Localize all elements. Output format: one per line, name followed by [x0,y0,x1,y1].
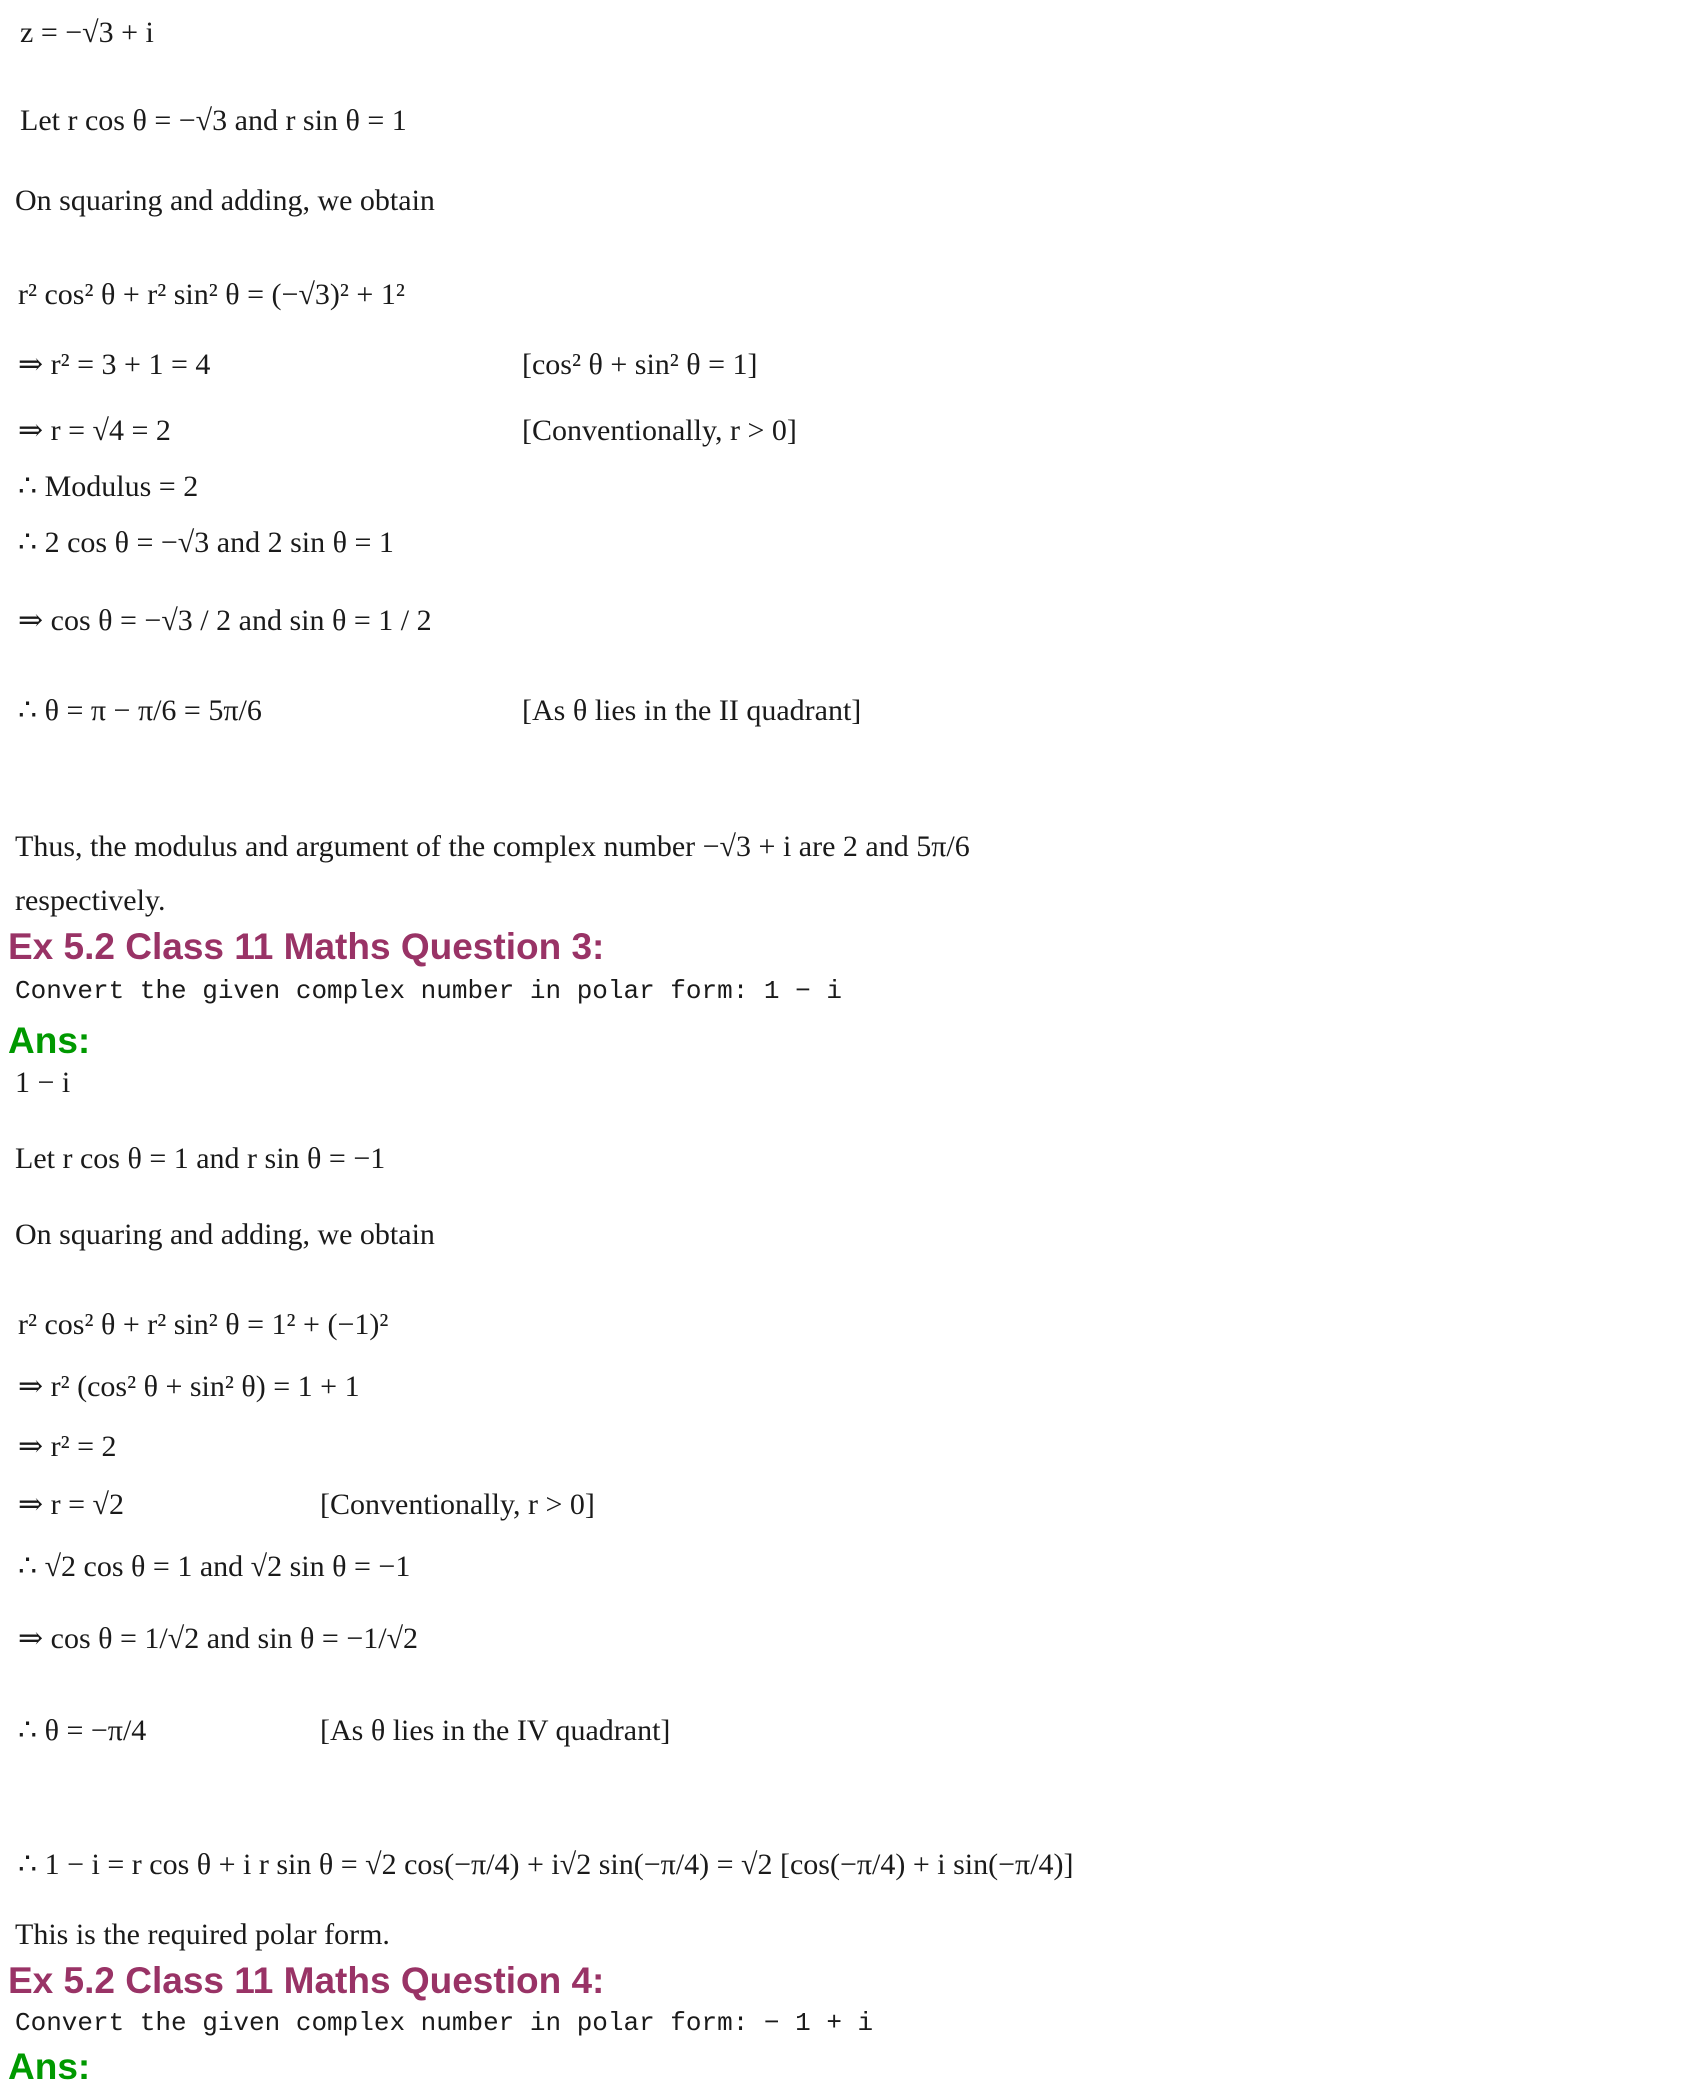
q2-step-7-note: [As θ lies in the II quadrant] [522,694,862,727]
q2-conclusion-end: respectively. [15,884,166,917]
q4-heading: Ex 5.2 Class 11 Maths Question 4: [8,1960,605,2001]
q2-step-4: ∴ Modulus = 2 [18,470,199,503]
q2-step-1: r² cos² θ + r² sin² θ = (−√3)² + 1² [18,278,405,311]
q3-step-3: ⇒ r² = 2 [18,1430,117,1463]
q4-question: Convert the given complex number in polar form: − 1 + i [15,2008,874,2038]
q3-question: Convert the given complex number in polar form: 1 − i [15,976,842,1006]
q2-conclusion: Thus, the modulus and argument of the complex number −√3 + i are 2 and 5π/6 [15,830,970,863]
q3-polar-form: ∴ 1 − i = r cos θ + i r sin θ = √2 cos(−π/4) + i√2 sin(−π/4) = √2 [cos(−π/4) + i sin(−π/4)] [18,1848,1074,1881]
q3-expr-line: 1 − i [15,1066,71,1099]
q2-step-2: ⇒ r² = 3 + 1 = 4 [18,348,211,381]
q2-let-line: Let r cos θ = −√3 and r sin θ = 1 [20,104,407,137]
q3-step-4-note: [Conventionally, r > 0] [320,1488,595,1521]
q2-z-line: z = −√3 + i [20,16,154,49]
q2-step-3-note: [Conventionally, r > 0] [522,414,797,447]
q4-ans-label: Ans: [8,2046,91,2087]
q2-step-6: ⇒ cos θ = −√3 / 2 and sin θ = 1 / 2 [18,604,432,637]
q3-step-5: ∴ √2 cos θ = 1 and √2 sin θ = −1 [18,1550,411,1583]
q3-step-7: ∴ θ = −π/4 [18,1714,147,1747]
q3-squaring-line: On squaring and adding, we obtain [15,1218,435,1251]
q3-step-1: r² cos² θ + r² sin² θ = 1² + (−1)² [18,1308,389,1341]
q3-step-7-note: [As θ lies in the IV quadrant] [320,1714,671,1747]
q2-step-7: ∴ θ = π − π/6 = 5π/6 [18,694,262,727]
q3-step-4: ⇒ r = √2 [18,1488,125,1521]
q2-step-5: ∴ 2 cos θ = −√3 and 2 sin θ = 1 [18,526,394,559]
q3-closing: This is the required polar form. [15,1918,390,1951]
q3-let-line: Let r cos θ = 1 and r sin θ = −1 [15,1142,386,1175]
q3-step-6: ⇒ cos θ = 1/√2 and sin θ = −1/√2 [18,1622,419,1655]
q3-heading: Ex 5.2 Class 11 Maths Question 3: [8,926,605,967]
q3-ans-label: Ans: [8,1020,91,1061]
q2-step-2-note: [cos² θ + sin² θ = 1] [522,348,758,381]
q3-step-2: ⇒ r² (cos² θ + sin² θ) = 1 + 1 [18,1370,360,1403]
q2-squaring-line: On squaring and adding, we obtain [15,184,435,217]
q2-step-3: ⇒ r = √4 = 2 [18,414,171,447]
